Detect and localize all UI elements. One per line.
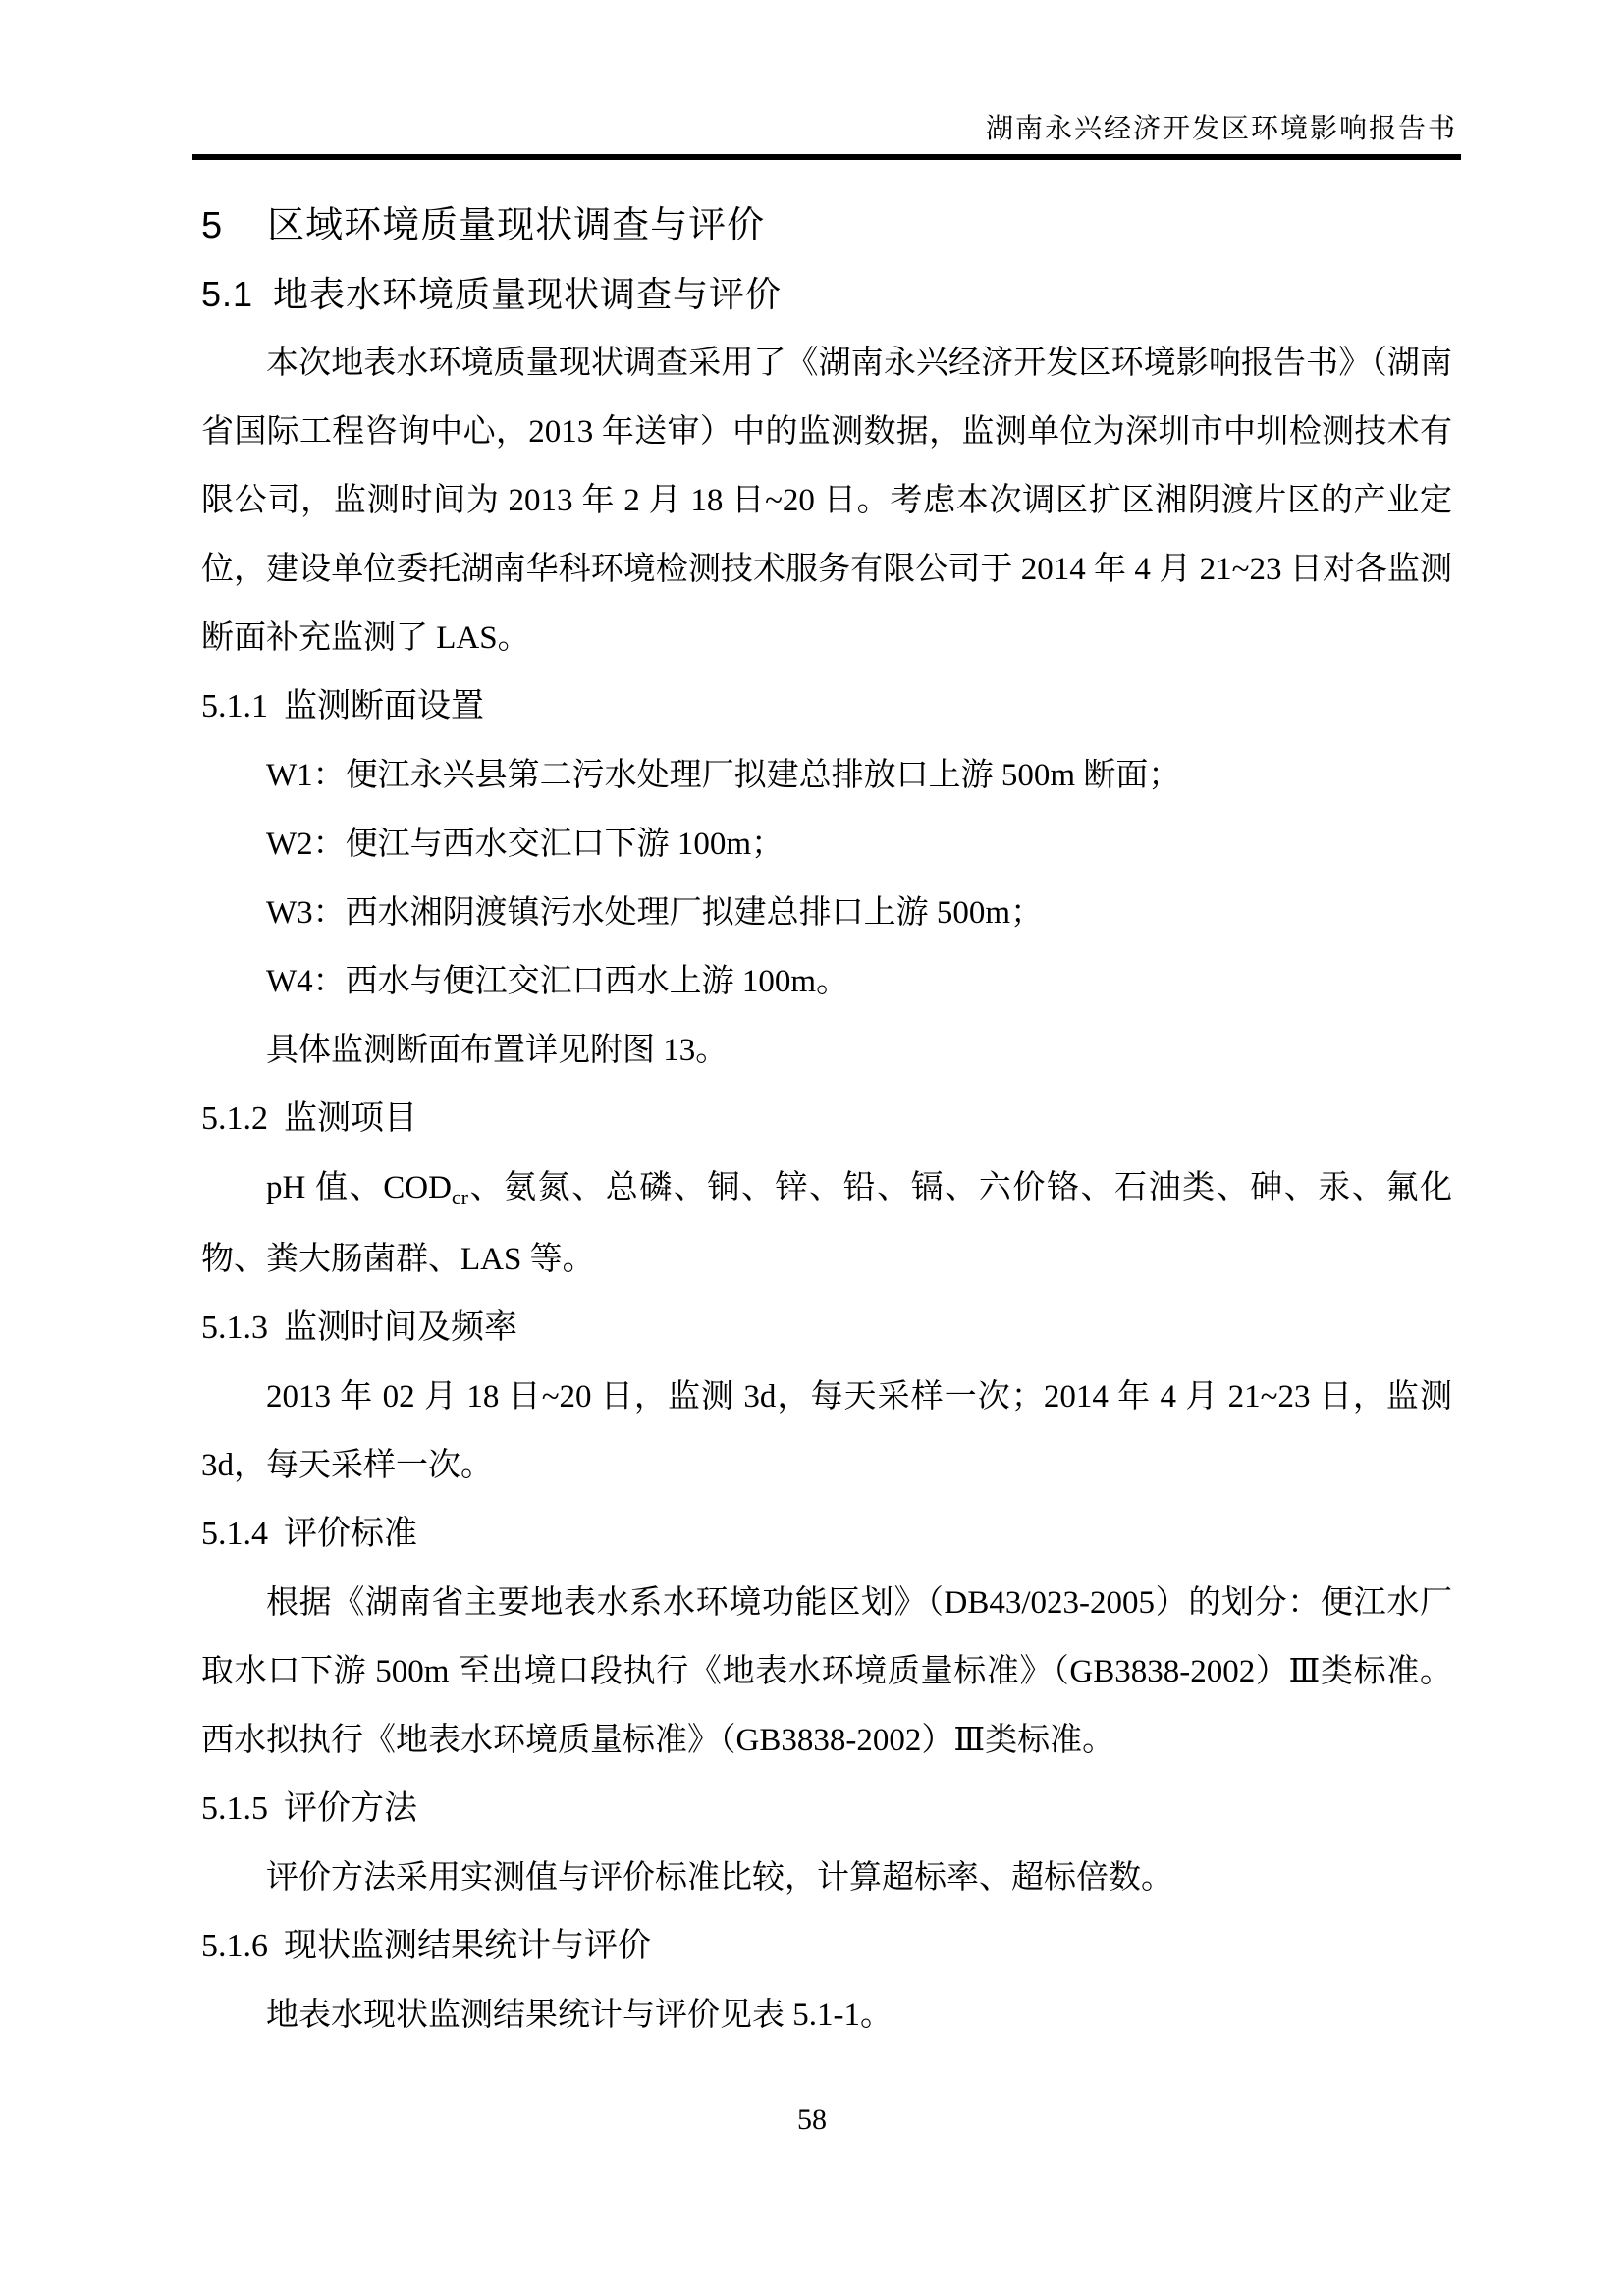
section-title: 地表水环境质量现状调查与评价 bbox=[273, 274, 783, 314]
section-heading-5-1-3 bbox=[201, 1294, 1452, 1362]
document-content bbox=[201, 191, 1452, 2050]
section-heading-5-1-1 bbox=[201, 672, 1452, 741]
section-number: 5.1.5 bbox=[201, 1790, 268, 1827]
section-title: 评价方法 bbox=[284, 1790, 417, 1827]
section-heading-5-1 bbox=[201, 260, 1452, 329]
monitoring-time-paragraph: 2013 年 02 月 18 日~20 日，监测 3d，每天采样一次；2014 年 4 月 21~23 日，监测 3d，每天采样一次。 bbox=[201, 1379, 1452, 1483]
results-reference-paragraph: 地表水现状监测结果统计与评价见表 5.1-1。 bbox=[266, 1998, 893, 2033]
section-number: 5.1.4 bbox=[201, 1516, 268, 1552]
cod-subscript: cr bbox=[451, 1185, 469, 1209]
running-header bbox=[192, 110, 1457, 149]
section-number: 5.1.1 bbox=[201, 688, 268, 724]
monitoring-point-w3: W3：西水湘阴渡镇污水处理厂拟建总排口上游 500m； bbox=[266, 895, 1044, 931]
evaluation-standard-paragraph: 根据《湖南省主要地表水系水环境功能区划》（DB43/023-2005）的划分：便江水厂取水口下游 500m 至出境口段执行《地表水环境质量标准》（GB3838-2002）Ⅲ类标准。西水拟执行《地表水环境质量标准》（GB3838-2002）Ⅲ类标准。 bbox=[201, 1585, 1452, 1758]
section-number: 5.1 bbox=[201, 274, 254, 314]
monitoring-layout-note: 具体监测断面布置详见附图 13。 bbox=[266, 1033, 729, 1068]
section-heading-5-1-2 bbox=[201, 1085, 1452, 1153]
monitoring-point-w4: W4：西水与便江交汇口西水上游 100m。 bbox=[266, 964, 849, 999]
intro-paragraph: 本次地表水环境质量现状调查采用了《湖南永兴经济开发区环境影响报告书》（湖南省国际工程咨询中心，2013 年送审）中的监测数据，监测单位为深圳市中圳检测技术有限公司，监测时间为 2013 年 2 月 18 日~20 日。考虑本次调区扩区湘阴渡片区的产业定位，建设单位委托湖南华科环境检测技术服务有限公司于 2014 年 4 月 21~23 日对各监测断面补充监测了 LAS。 bbox=[201, 346, 1452, 656]
section-number: 5.1.3 bbox=[201, 1309, 268, 1346]
monitoring-items-text: pH 值、COD bbox=[266, 1170, 452, 1205]
section-title: 监测项目 bbox=[284, 1100, 417, 1137]
section-title: 监测断面设置 bbox=[284, 688, 484, 724]
monitoring-items-text: 、氨氮、总磷、铜、锌、铅、镉、六价铬、石油类、砷、汞、氟化物、粪大肠菌群、LAS 等。 bbox=[201, 1170, 1453, 1277]
section-heading-5-1-6 bbox=[201, 1912, 1452, 1981]
section-heading-5-1-4 bbox=[201, 1500, 1452, 1569]
section-heading-5 bbox=[201, 191, 1452, 260]
running-header-title: 湖南永兴经济开发区环境影响报告书 bbox=[985, 114, 1457, 144]
section-title: 监测时间及频率 bbox=[284, 1309, 517, 1346]
section-number: 5.1.2 bbox=[201, 1100, 268, 1137]
evaluation-method-paragraph: 评价方法采用实测值与评价标准比较，计算超标率、超标倍数。 bbox=[266, 1860, 1173, 1896]
section-number: 5 bbox=[201, 205, 224, 246]
section-heading-5-1-5 bbox=[201, 1775, 1452, 1843]
page-number: 58 bbox=[797, 2104, 827, 2136]
monitoring-items-paragraph bbox=[201, 1153, 1452, 1294]
section-title: 现状监测结果统计与评价 bbox=[284, 1928, 651, 1964]
monitoring-point-w1: W1：便江永兴县第二污水处理厂拟建总排放口上游 500m 断面； bbox=[266, 758, 1181, 793]
section-title: 评价标准 bbox=[284, 1516, 417, 1552]
section-title: 区域环境质量现状调查与评价 bbox=[267, 205, 766, 246]
header-rule bbox=[192, 154, 1461, 160]
section-number: 5.1.6 bbox=[201, 1928, 268, 1964]
monitoring-point-w2: W2：便江与西水交汇口下游 100m； bbox=[266, 827, 785, 862]
